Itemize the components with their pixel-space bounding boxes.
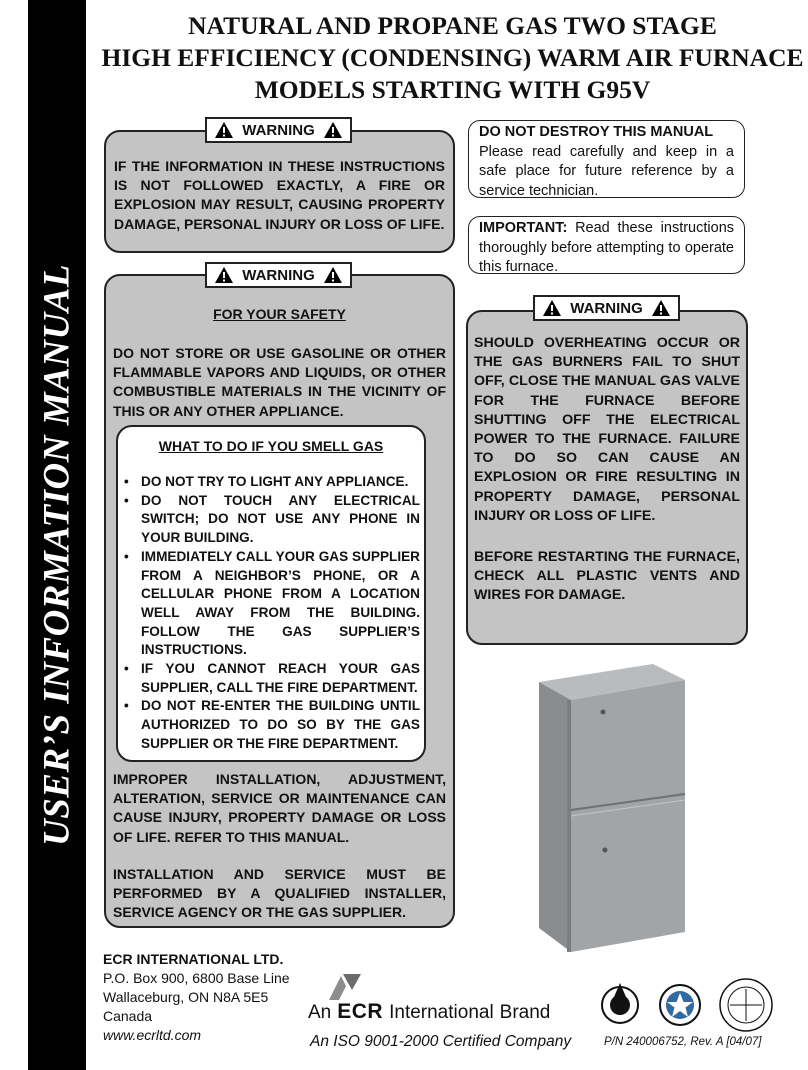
csa-mark-icon [602, 983, 638, 1023]
warning-badge-3 [533, 295, 680, 321]
ecr-logo-icon [327, 972, 363, 1002]
safety-intro-text: DO NOT STORE OR USE GASOLINE OR OTHER FLAMMABLE VAPORS AND LIQUIDS, OR OTHER COMBUSTIBLE MATERIALS IN THE VICINITY OF THIS OR ANY OTHER APPLIANCE. [113, 345, 446, 419]
company-info [103, 950, 290, 1045]
company-name: ECR INTERNATIONAL LTD. [103, 951, 284, 967]
list-item: • DO NOT RE-ENTER THE BUILDING UNTIL AUTHORIZED TO DO SO BY THE GAS SUPPLIER OR THE FIRE DEPARTMENT. [121, 697, 420, 753]
warning-badge-label: WARNING [242, 266, 315, 284]
list-item: • DO NOT TOUCH ANY ELECTRICAL SWITCH; DO NOT USE ANY PHONE IN YOUR BUILDING. [121, 492, 420, 548]
company-website: www.ecrltd.com [103, 1027, 202, 1043]
title-line-3: MODELS STARTING WITH G95V [254, 75, 651, 104]
important-text: Read these instructions thoroughly before attempting to operate this furnace. [479, 220, 735, 275]
brand-suffix: Brand [499, 1002, 551, 1023]
warning-triangle-icon [323, 266, 343, 284]
qualified-installer-text: INSTALLATION AND SERVICE MUST BE PERFORMED BY A QUALIFIED INSTALLER, SERVICE AGENCY OR THE GAS SUPPLIER. [113, 866, 446, 921]
brand-line [308, 1000, 550, 1024]
iso-certification: An ISO 9001-2000 Certified Company [310, 1033, 572, 1050]
sidebar-title: USER’S INFORMATION MANUAL [36, 263, 78, 847]
warning-badge-1 [205, 117, 352, 143]
warning-box-fire [104, 130, 455, 253]
do-not-destroy-note [468, 120, 745, 198]
title-line-1: NATURAL AND PROPANE GAS TWO STAGE [188, 11, 717, 40]
warning-box-overheating [466, 310, 748, 645]
warning-fire-text: IF THE INFORMATION IN THESE INSTRUCTIONS IS NOT FOLLOWED EXACTLY, A FIRE OR EXPLOSION MAY RESULT, CAUSING PROPERTY DAMAGE, PERSONAL INJURY OR LOSS OF LIFE. [114, 158, 445, 232]
smell-gas-heading: WHAT TO DO IF YOU SMELL GAS [158, 438, 384, 454]
warning-triangle-icon [214, 121, 234, 139]
safety-heading: FOR YOUR SAFETY [213, 306, 346, 322]
do-not-destroy-text: Please read carefully and keep in a safe place for future reference by a service technician. [479, 143, 734, 199]
restarting-text: BEFORE RESTARTING THE FURNACE, CHECK ALL PLASTIC VENTS AND WIRES FOR DAMAGE. [474, 549, 740, 604]
list-item: • IMMEDIATELY CALL YOUR GAS SUPPLIER FROM A NEIGHBOR’S PHONE, OR A CELLULAR PHONE FROM A LOCATION WELL AWAY FROM THE BUILDING. FOLLOW THE GAS SUPPLIER’S INSTRUCTIONS. [121, 548, 420, 660]
list-item: • IF YOU CANNOT REACH YOUR GAS SUPPLIER, CALL THE FIRE DEPARTMENT. [121, 660, 420, 697]
company-address-1: P.O. Box 900, 6800 Base Line [103, 970, 290, 986]
title-line-2: HIGH EFFICIENCY (CONDENSING) WARM AIR FURNACE [101, 43, 804, 72]
warning-triangle-icon [214, 266, 234, 284]
list-item: • DO NOT TRY TO LIGHT ANY APPLIANCE. [121, 473, 420, 492]
important-note [468, 216, 745, 274]
asme-stamp-icon [720, 979, 772, 1031]
company-address-2: Wallaceburg, ON N8A 5E5 [103, 989, 269, 1005]
do-not-destroy-title: DO NOT DESTROY THIS MANUAL [479, 124, 714, 140]
sidebar [0, 0, 90, 1070]
brand-ecr: ECR [337, 1000, 384, 1023]
page-title [100, 10, 805, 106]
warning-triangle-icon [323, 121, 343, 139]
warning-badge-label: WARNING [242, 121, 315, 139]
warning-badge-label: WARNING [570, 299, 643, 317]
smell-gas-box [116, 425, 426, 762]
warning-triangle-icon [542, 299, 562, 317]
overheating-text: SHOULD OVERHEATING OCCUR OR THE GAS BURNERS FAIL TO SHUT OFF, CLOSE THE MANUAL GAS VALVE FOR THE FURNACE BEFORE SHUTTING OFF THE ELECTRICAL POWER TO THE FURNACE. FAILURE TO DO SO CAN CAUSE AN EXPLOSION OR FIRE RESULTING IN PROPERTY DAMAGE, PERSONAL INJURY OR LOSS OF LIFE. [474, 335, 740, 524]
brand-international: International [389, 1002, 494, 1023]
improper-installation-text: IMPROPER INSTALLATION, ADJUSTMENT, ALTERATION, SERVICE OR MAINTENANCE CAN CAUSE INJURY, PROPERTY DAMAGE OR LOSS OF LIFE. REFER TO THIS MANUAL. [113, 771, 446, 845]
important-label: IMPORTANT: [479, 220, 568, 236]
brand-prefix: An [308, 1002, 332, 1023]
star-seal-icon [660, 985, 700, 1025]
smell-gas-list [121, 473, 420, 754]
part-number: P/N 240006752, Rev. A [04/07] [604, 1036, 762, 1048]
company-country: Canada [103, 1008, 153, 1024]
furnace-image [515, 660, 695, 960]
warning-triangle-icon [651, 299, 671, 317]
warning-badge-2 [205, 262, 352, 288]
certification-logos [596, 975, 801, 1035]
